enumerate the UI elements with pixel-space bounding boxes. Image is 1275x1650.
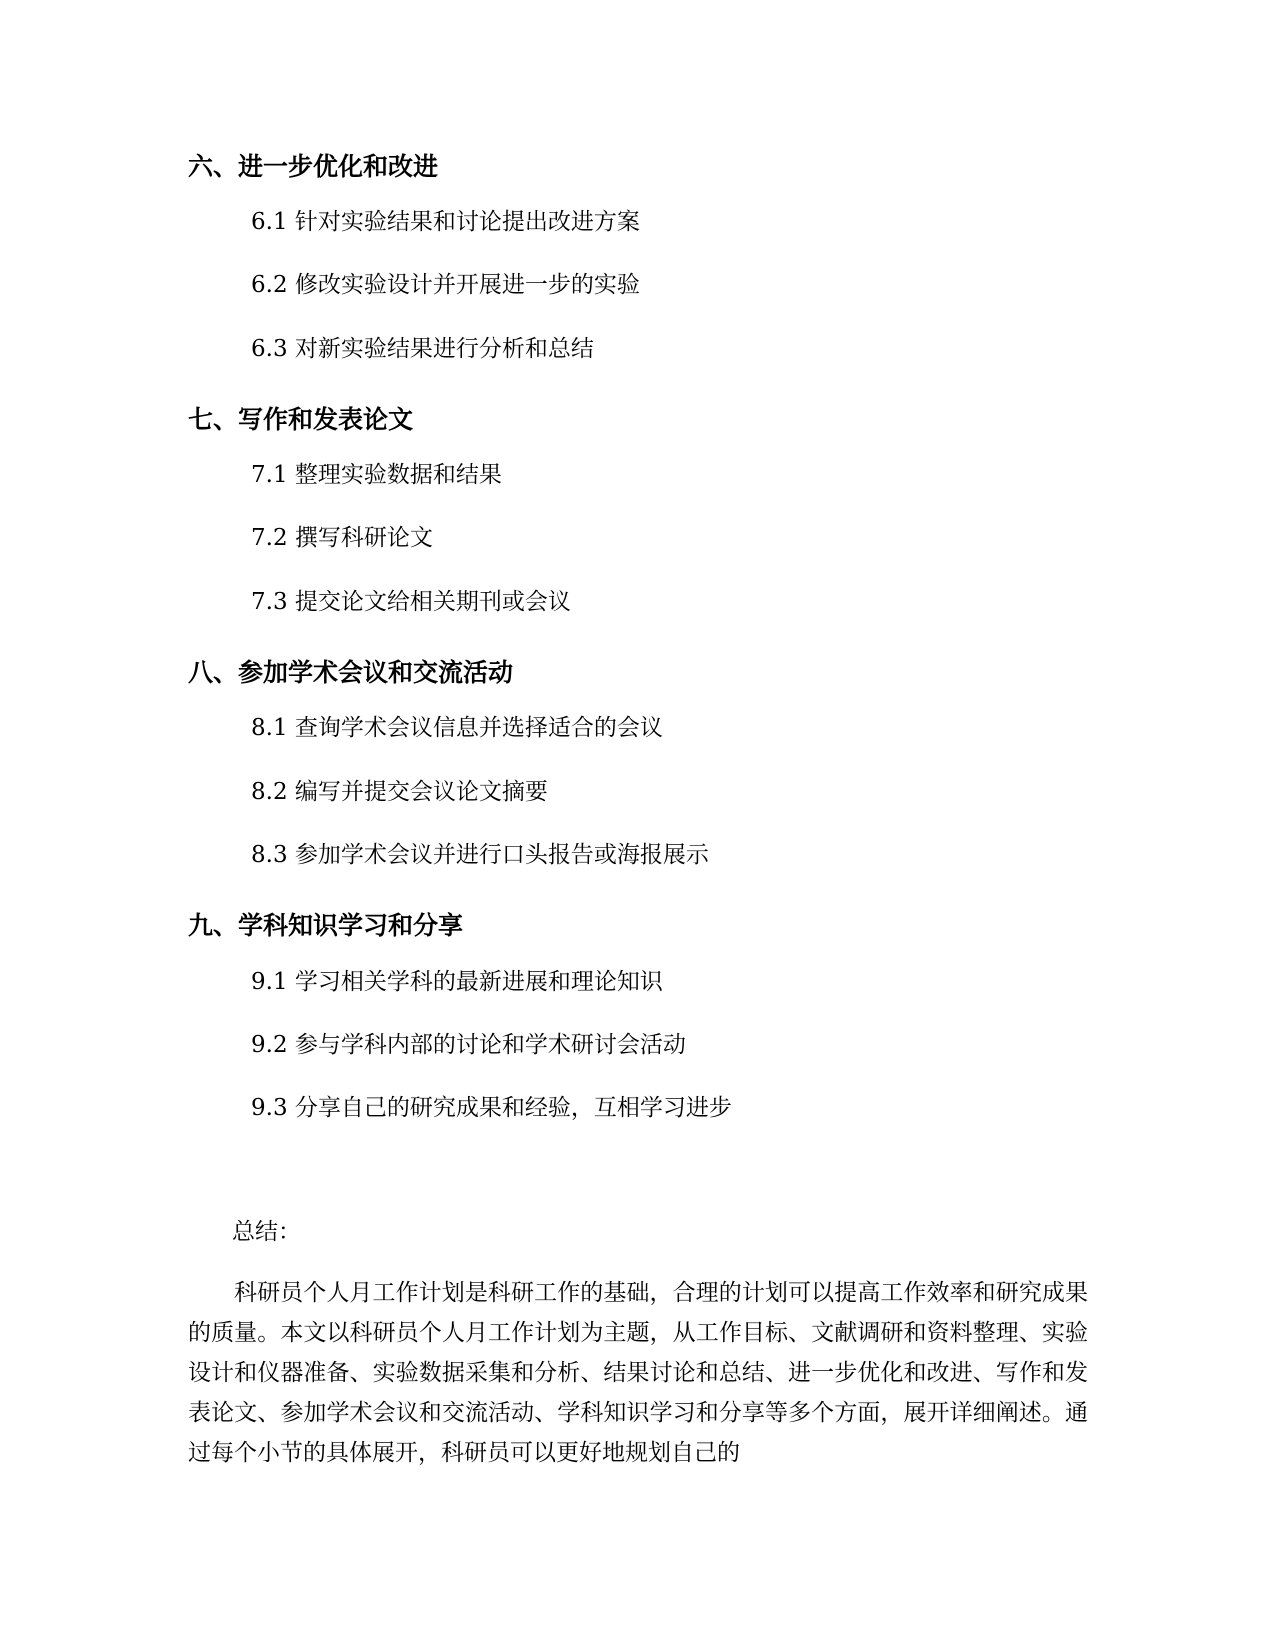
- section-heading-6: 六、进一步优化和改进: [188, 152, 439, 181]
- list-item: 7.3 提交论文给相关期刊或会议: [251, 589, 571, 615]
- list-item: 9.1 学习相关学科的最新进展和理论知识: [251, 969, 663, 995]
- section-heading-7: 七、写作和发表论文: [188, 405, 414, 434]
- section-heading-8: 八、参加学术会议和交流活动: [188, 658, 514, 687]
- list-item: 8.1 查询学术会议信息并选择适合的会议: [251, 715, 663, 741]
- list-item: 8.2 编写并提交会议论文摘要: [251, 779, 548, 805]
- list-item: 7.1 整理实验数据和结果: [251, 462, 502, 488]
- summary-paragraph: 科研员个人月工作计划是科研工作的基础，合理的计划可以提高工作效率和研究成果的质量。本文以科研员个人月工作计划为主题，从工作目标、文献调研和资料整理、实验设计和仪器准备、实验数据采集和分析、结果讨论和总结、进一步优化和改进、写作和发表论文、参加学术会议和交流活动、学科知识学习和分享等多个方面，展开详细阐述。通过每个小节的具体展开，科研员可以更好地规划自己的: [188, 1280, 1088, 1466]
- section-heading-9: 九、学科知识学习和分享: [188, 911, 464, 940]
- list-item: 6.3 对新实验结果进行分析和总结: [251, 336, 594, 362]
- list-item: 9.2 参与学科内部的讨论和学术研讨会活动: [251, 1032, 686, 1058]
- list-item: 7.2 撰写科研论文: [251, 525, 433, 551]
- list-item: 6.1 针对实验结果和讨论提出改进方案: [251, 209, 640, 235]
- list-item: 9.3 分享自己的研究成果和经验，互相学习进步: [251, 1095, 732, 1121]
- summary-label: 总结：: [232, 1219, 301, 1245]
- list-item: 8.3 参加学术会议并进行口头报告或海报展示: [251, 842, 709, 868]
- list-item: 6.2 修改实验设计并开展进一步的实验: [251, 272, 640, 298]
